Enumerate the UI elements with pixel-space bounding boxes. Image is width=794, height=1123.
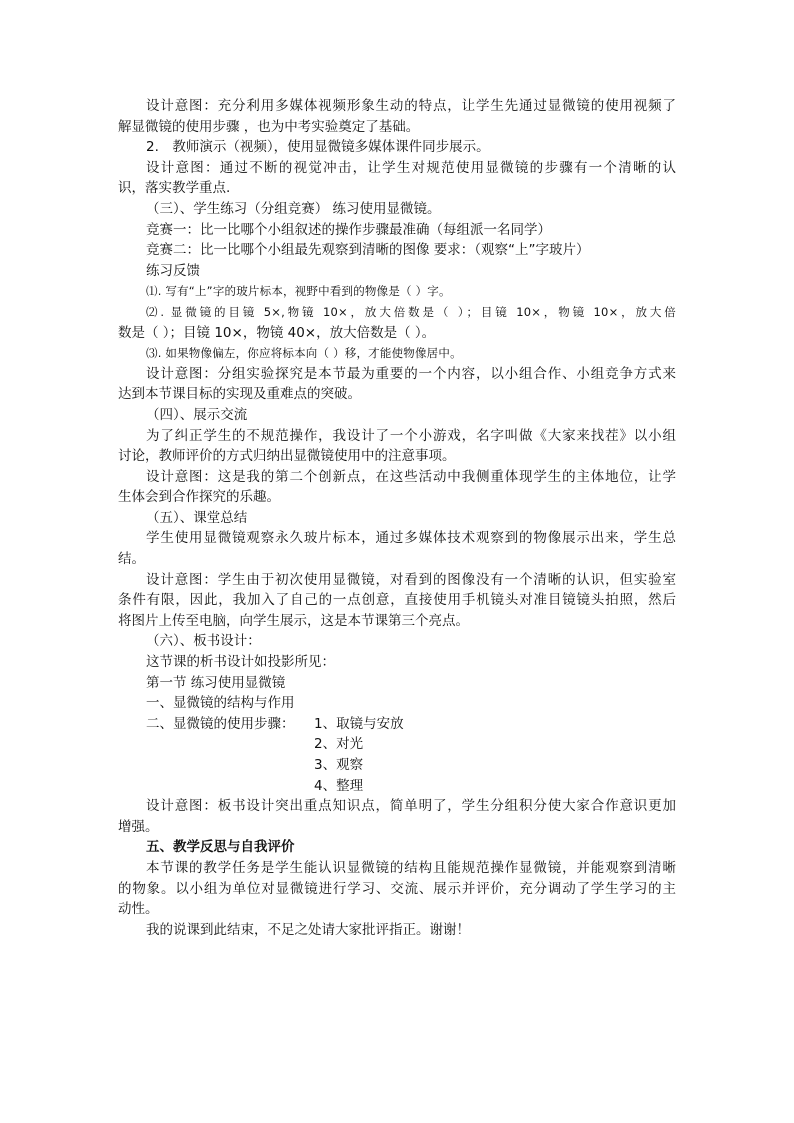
closing-remark: 我的说课到此结束，不足之处请大家批评指正。谢谢！	[146, 921, 470, 938]
section-heading-board: （六）、板书设计：	[146, 633, 261, 650]
practice-feedback-heading: 练习反馈	[146, 262, 200, 279]
design-intent-6-line-2: 增强。	[118, 818, 159, 835]
board-item-structure: 一、显微镜的结构与作用	[146, 695, 295, 712]
contest-two: 竞赛二：比一比哪个小组最先观察到清晰的图像 要求：（观察“上”字玻片）	[146, 242, 590, 259]
design-intent-5-line-3: 将图片上传至电脑，向学生展示，这是本节课第三个亮点。	[118, 612, 469, 629]
design-intent-6-line-1: 设计意图：板书设计突出重点知识点，简单明了，学生分组积分使大家合作意识更加	[146, 798, 676, 815]
contest-one: 竞赛一：比一比哪个小组叙述的操作步骤最准确（每组派一名同学）	[146, 221, 551, 238]
design-intent-4-line-1: 设计意图：这是我的第二个创新点，在这些活动中我侧重体现学生的主体地位，让学	[146, 468, 676, 485]
board-intro: 这节课的析书设计如投影所见：	[146, 654, 335, 671]
summary-paragraph-line-1: 学生使用显微镜观察永久玻片标本，通过多媒体技术观察到的物像展示出来，学生总	[146, 530, 676, 547]
section-heading-display: （四）、展示交流	[146, 406, 248, 423]
reflection-line-1: 本节课的教学任务是学生能认识显微镜的结构且能规范操作显微镜，并能观察到清晰	[146, 859, 676, 876]
board-title: 第一节 练习使用显微镜	[146, 674, 286, 691]
board-step-3: 3、观察	[314, 757, 364, 773]
question-2-line-2: 数是（ ）；目镜 10×，物镜 40×，放大倍数是（ ）。	[118, 324, 436, 341]
section-heading-reflection: 五、教学反思与自我评价	[146, 839, 295, 856]
design-intent-1-line-2: 解显微镜的使用步骤 ，也为中考实验奠定了基础。	[118, 118, 420, 135]
design-intent-1-line-1: 设计意图：充分利用多媒体视频形象生动的特点，让学生先通过显微镜的使用视频了	[146, 98, 676, 114]
question-3: ⑶. 如果物像偏左，你应将标本向（ ）移，才能使物像居中。	[146, 346, 462, 361]
section-heading-summary: （五）、课堂总结	[146, 509, 248, 526]
design-intent-5-line-2: 条件有限，因此，我加入了自己的一点创意，直接使用手机镜头对准目镜镜头拍照，然后	[118, 592, 676, 609]
display-paragraph-line-2: 讨论，教师评价的方式归纳出显微镜使用中的注意事项。	[118, 448, 456, 465]
design-intent-2-line-1: 设计意图：通过不断的视觉冲击，让学生对规范使用显微镜的步骤有一个清晰的认	[146, 159, 676, 176]
board-step-2: 2、对光	[314, 736, 364, 753]
reflection-line-2: 的物象。以小组为单位对显微镜进行学习、交流、展示并评价，充分调动了学生学习的主	[118, 880, 676, 897]
board-step-1: 1、取镜与安放	[314, 715, 404, 732]
question-2-line-1: ⑵. 显微镜的目镜 5×,物镜 10×，放大倍数是（ ）；目镜 10×，物镜 10×，放大倍	[146, 304, 676, 319]
design-intent-5-line-1: 设计意图：学生由于初次使用显微镜，对看到的图像没有一个清晰的认识，但实验室	[146, 571, 676, 588]
board-steps-label: 二、显微镜的使用步骤：	[146, 715, 295, 732]
question-1: ⑴. 写有“上”字的玻片标本，视野中看到的物像是（ ）字。	[146, 284, 451, 299]
reflection-line-3: 动性。	[118, 901, 159, 918]
board-step-4: 4、整理	[314, 777, 364, 794]
design-intent-3-line-2: 达到本节课目标的实现及重难点的突破。	[118, 386, 361, 403]
teacher-demo-item: 2. 教师演示（视频），使用显微镜多媒体课件同步展示。	[146, 139, 490, 156]
summary-paragraph-line-2: 结。	[118, 551, 145, 568]
display-paragraph-line-1: 为了纠正学生的不规范操作，我设计了一个小游戏，名字叫做《大家来找茬》以小组	[146, 427, 676, 444]
design-intent-4-line-2: 生体会到合作探究的乐趣。	[118, 489, 280, 506]
design-intent-2-line-2: 识，落实教学重点.	[118, 180, 231, 197]
board-item-steps	[118, 714, 676, 735]
section-heading-practice: （三）、学生练习（分组竞赛） 练习使用显微镜。	[146, 200, 441, 217]
design-intent-3-line-1: 设计意图：分组实验探究是本节最为重要的一个内容，以小组合作、小组竞争方式来	[146, 365, 676, 382]
